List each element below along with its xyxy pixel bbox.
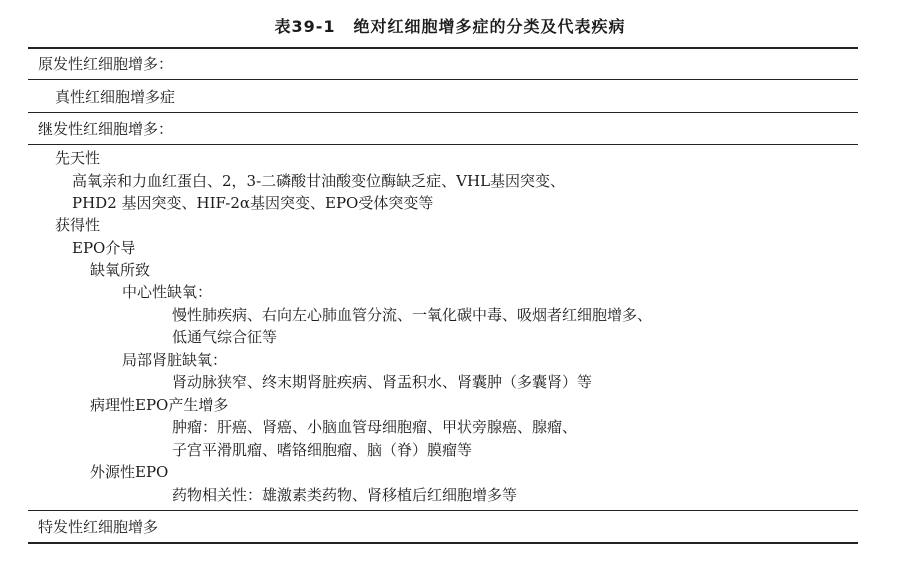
renal-hypoxia-label: 局部肾脏缺氧： (122, 351, 228, 369)
renal-hypoxia-line: 肾动脉狭窄、终末期肾脏疾病、肾盂积水、肾囊肿（多囊肾）等 (172, 373, 593, 391)
secondary-heading: 继发性红细胞增多： (38, 120, 174, 138)
congenital-label: 先天性 (55, 149, 101, 167)
top-rule (28, 47, 858, 49)
epo-mediated-label: EPO介导 (72, 239, 136, 257)
acquired-label: 获得性 (55, 216, 101, 234)
central-hypoxia-label: 中心性缺氧： (122, 283, 213, 301)
divider (28, 144, 858, 145)
central-hypoxia-line: 慢性肺疾病、右向左心肺血管分流、一氧化碳中毒、吸烟者红细胞增多、 (172, 306, 653, 324)
table-title (0, 14, 900, 37)
divider (28, 510, 858, 511)
primary-heading: 原发性红细胞增多： (38, 55, 174, 73)
bottom-rule (28, 542, 858, 544)
pathologic-epo-line: 子宫平滑肌瘤、嗜铬细胞瘤、脑（脊）膜瘤等 (172, 441, 473, 459)
exogenous-epo-label: 外源性EPO (90, 463, 169, 481)
idiopathic-heading: 特发性红细胞增多 (38, 518, 159, 536)
exogenous-epo-line: 药物相关性：雄激素类药物、肾移植后红细胞增多等 (172, 486, 518, 504)
table-number: 表39-1 (274, 17, 336, 36)
table-title-text: 绝对红细胞增多症的分类及代表疾病 (353, 17, 626, 36)
divider (28, 112, 858, 113)
congenital-line: 高氧亲和力血红蛋白、2，3-二磷酸甘油酸变位酶缺乏症、VHL基因突变、 (72, 172, 566, 190)
central-hypoxia-line: 低通气综合征等 (172, 328, 278, 346)
hypoxia-label: 缺氧所致 (90, 261, 151, 279)
divider (28, 79, 858, 80)
pathologic-epo-label: 病理性EPO产生增多 (90, 396, 229, 414)
congenital-line: PHD2 基因突变、HIF-2α基因突变、EPO受体突变等 (72, 194, 434, 212)
primary-item: 真性红细胞增多症 (55, 88, 176, 106)
pathologic-epo-line: 肿瘤：肝癌、肾癌、小脑血管母细胞瘤、甲状旁腺癌、腺瘤、 (172, 418, 578, 436)
